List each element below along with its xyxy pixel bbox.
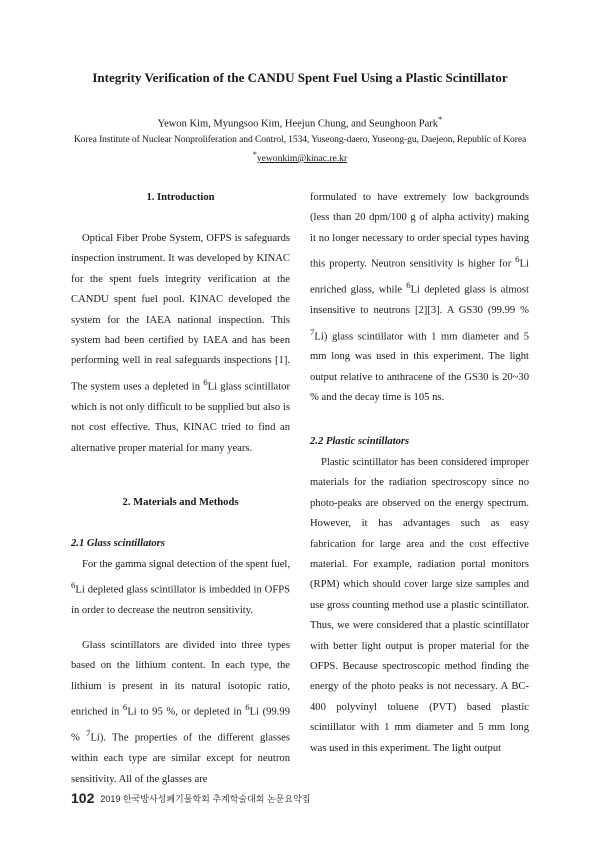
author-list [0,114,600,130]
contact-email [0,150,600,164]
section-heading-introduction: 1. Introduction [146,192,215,203]
page-footer [71,790,310,806]
email-link[interactable]: yewonkim@kinac.re.kr [256,153,348,165]
paragraph-introduction: Optical Fiber Probe System, OFPS is safeguards inspection instrument. It was developed by KINAC for the spent fuels integrity verification at the CANDU spent fuel pool. KINAC developed the system for the IAEA national inspection. This system had been certified by IAEA and has been performing well in real safeguards inspections [1]. The system uses a depleted in $^6$Li glass scintillator which is not only difficult to be supplied but also is not cost effective. Thus, KINAC tried to find an alternative proper material for many years. [71,233,290,454]
section-heading-materials-methods: 2. Materials and Methods [122,497,239,508]
subsection-heading-plastic: 2.2 Plastic scintillators [310,436,410,447]
page-number: 102 [71,790,95,806]
affiliation: Korea Institute of Nuclear Nonproliferation and Control, 1534, Yuseong-daero, Yuseong-gu, Daejeon, Republic of Korea [73,134,527,145]
footer-proceedings-text: 2019 한국방사성폐기물학회 추계학술대회 논문요약집 [100,794,311,804]
paragraph-glass-continued: formulated to have extremely low backgrounds (less than 20 dpm/100 g of alpha activity) making it no longer necessary to order special types having this property. Neutron sensitivity is higher for $^6$Li enriched glass, while $^6$Li depleted glass is almost insensitive to neutrons [2][3]. A GS30 (99.99 % $^7$Li) glass scintillator with 1 mm diameter and 5 mm long was used in this experiment. The light output relative to anthracene of the GS30 is 20~30 % and the decay time is 105 ns. [310,192,529,404]
paragraph-glass-1: For the gamma signal detection of the spent fuel, $^6$Li depleted glass scintillator is imbedded in OFPS in order to decrease the neutron sensitivity. [71,559,290,617]
paper-title: Integrity Verification of the CANDU Spent Fuel Using a Plastic Scintillator [92,70,508,85]
author-marker: * [438,114,443,124]
paragraph-glass-2: Glass scintillators are divided into three types based on the lithium content. In each type, the lithium is present in its natural isotopic ratio, enriched in $^6$Li to 95 %, or depleted in $^6$Li (99.99 % $^7$Li). The properties of the different glasses within each type are similar except for neutron sensitivity. All of the glasses are [71,640,290,785]
author-names: Yewon Kim, Myungsoo Kim, Heejun Chung, and Seunghoon Park [157,118,438,130]
paragraph-plastic: Plastic scintillator has been considered improper materials for the radiation spectroscopy since no photo-peaks are observed on the energy spectrum. However, it has advantages such as easy fabrication for large area and the cost effective material. For example, radiation portal monitors (RPM) which should cover large size samples and use gross counting method use a plastic scintillator. Thus, we were considered that a plastic scintillator with better light output is proper material for the OFPS. Because spectroscopic method finding the energy of the photo peaks is not necessary. A BC-400 polyvinyl toluene (PVT) based plastic scintillator with 1 mm diameter and 5 mm long was used in this experiment. The light output [310,457,529,754]
email-marker: * [252,150,257,159]
subsection-heading-glass: 2.1 Glass scintillators [71,538,165,549]
